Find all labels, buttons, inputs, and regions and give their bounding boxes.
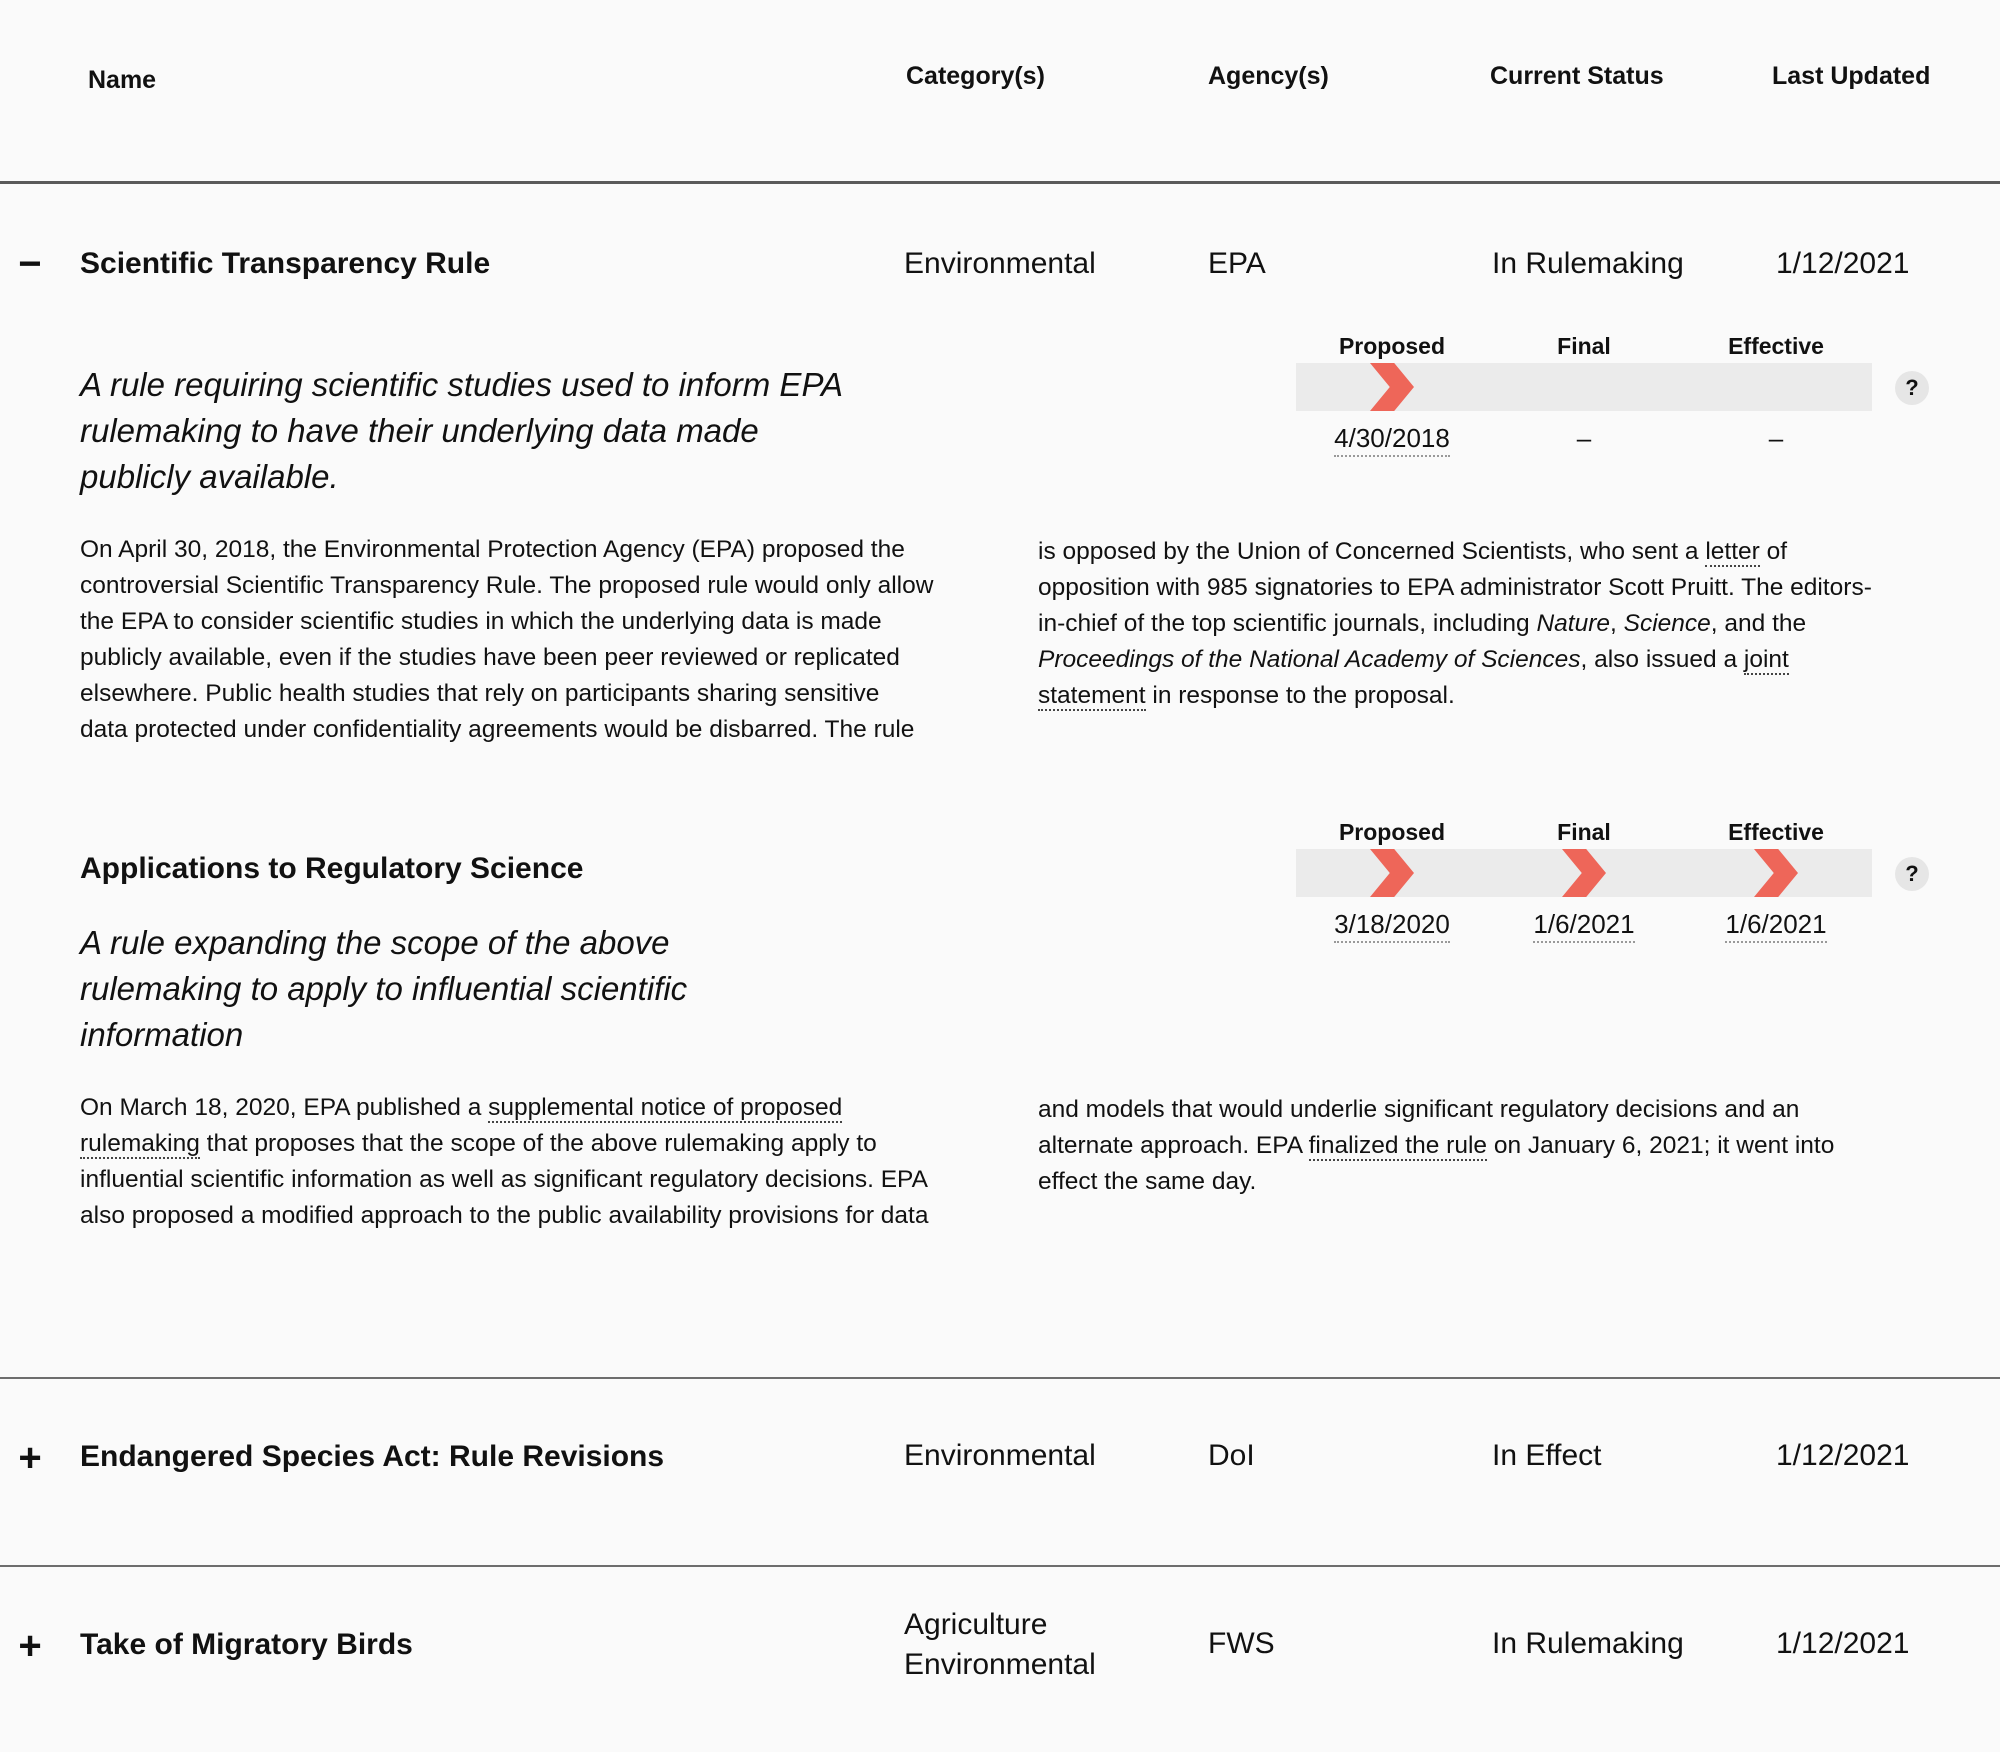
- expand-icon[interactable]: +: [18, 1624, 42, 1668]
- finalized-rule-link[interactable]: finalized the rule: [1308, 1132, 1488, 1159]
- row-status: In Rulemaking: [1492, 1627, 1684, 1660]
- body-line: [1038, 534, 1998, 570]
- chevron-proposed-icon: [1370, 849, 1414, 897]
- supplemental-notice-link[interactable]: supplemental notice of proposed: [488, 1094, 843, 1121]
- row-title[interactable]: Scientific Transparency Rule: [80, 247, 491, 280]
- header-divider: [0, 181, 2000, 184]
- timeline-label-final: Final: [1557, 333, 1611, 359]
- row-updated: 1/12/2021: [1776, 1439, 1910, 1472]
- subrule-title: Applications to Regulatory Science: [80, 852, 584, 885]
- row-status: In Effect: [1492, 1439, 1602, 1472]
- row-category: Environmental: [904, 247, 1096, 280]
- body-text: , also issued a: [1580, 646, 1744, 673]
- chevron-proposed-icon: [1370, 363, 1414, 411]
- row-divider: [0, 1565, 2000, 1567]
- body-line: effect the same day.: [1038, 1168, 1257, 1195]
- row-agency: FWS: [1208, 1627, 1275, 1660]
- joint-statement-link[interactable]: statement: [1038, 682, 1146, 709]
- chevron-final-icon: [1562, 849, 1606, 897]
- body-text: ,: [1609, 610, 1624, 637]
- chevron-effective-icon: [1754, 849, 1798, 897]
- row-category: [904, 1605, 1096, 1685]
- journal-name: Science: [1623, 610, 1711, 637]
- row-updated: 1/12/2021: [1776, 1627, 1910, 1660]
- body-line: opposition with 985 signatories to EPA administrator Scott Pruitt. The editors-: [1038, 574, 1872, 601]
- body-text: is opposed by the Union of Concerned Scientists, who sent a: [1038, 538, 1706, 565]
- category-line: Agriculture: [904, 1608, 1048, 1641]
- body-text: in response to the proposal.: [1145, 682, 1455, 709]
- timeline-bar: [1296, 363, 1872, 411]
- collapse-icon[interactable]: −: [18, 242, 42, 286]
- status-timeline: [1296, 819, 1872, 949]
- rule-description: A rule requiring scientific studies used to inform EPA rulemaking to have their underlying data made publicly available.: [80, 366, 842, 495]
- timeline-label-effective: Effective: [1728, 819, 1824, 845]
- category-line: Environmental: [904, 1648, 1096, 1681]
- rule-description: A rule expanding the scope of the above rulemaking to apply to influential scientific information: [80, 924, 688, 1053]
- timeline-bar: [1296, 849, 1872, 897]
- rule-body-column-1: [80, 532, 1020, 748]
- timeline-date-final: –: [1576, 423, 1592, 453]
- column-header-updated[interactable]: Last Updated: [1772, 62, 1931, 90]
- body-line: [1038, 1128, 1998, 1164]
- expand-icon[interactable]: +: [18, 1436, 42, 1480]
- timeline-label-effective: Effective: [1728, 333, 1824, 359]
- timeline-label-final: Final: [1557, 819, 1611, 845]
- row-agency: EPA: [1208, 247, 1266, 280]
- row-status: In Rulemaking: [1492, 247, 1684, 280]
- joint-statement-link[interactable]: joint: [1743, 646, 1789, 673]
- timeline-date-effective[interactable]: 1/6/2021: [1725, 909, 1826, 943]
- status-timeline: [1296, 333, 1872, 463]
- body-line: [80, 1090, 1020, 1126]
- supplemental-notice-link[interactable]: rulemaking: [80, 1130, 200, 1157]
- timeline-date-proposed[interactable]: 4/30/2018: [1334, 423, 1450, 457]
- body-line: controversial Scientific Transparency Rule. The proposed rule would only allow: [80, 572, 934, 599]
- timeline-date-final[interactable]: 1/6/2021: [1533, 909, 1634, 943]
- journal-name: Proceedings of the National Academy of Sciences: [1038, 646, 1581, 673]
- rule-body-column-2: [1038, 534, 1998, 714]
- body-line: elsewhere. Public health studies that rely on participants sharing sensitive: [80, 680, 880, 707]
- body-text: in-chief of the top scientific journals, including: [1038, 610, 1537, 637]
- body-line: [1038, 678, 1998, 714]
- column-header-category[interactable]: Category(s): [906, 62, 1045, 90]
- body-line: also proposed a modified approach to the public availability provisions for data: [80, 1202, 929, 1229]
- row-divider: [0, 1377, 2000, 1379]
- row-updated: 1/12/2021: [1776, 247, 1910, 280]
- rule-body-column-1: [80, 1090, 1020, 1234]
- body-line: publicly available, even if the studies have been peer reviewed or replicated: [80, 644, 900, 671]
- body-text: of: [1759, 538, 1788, 565]
- body-line: data protected under confidentiality agreements would be disbarred. The rule: [80, 716, 915, 743]
- column-header-name[interactable]: Name: [88, 66, 157, 94]
- timeline-date-effective: –: [1768, 423, 1784, 453]
- help-icon[interactable]: ?: [1895, 857, 1929, 891]
- body-text: on January 6, 2021; it went into: [1487, 1132, 1835, 1159]
- body-line: the EPA to consider scientific studies in which the underlying data is made: [80, 608, 882, 635]
- body-text: alternate approach. EPA: [1038, 1132, 1309, 1159]
- body-line: and models that would underlie significant regulatory decisions and an: [1038, 1096, 1800, 1123]
- help-icon[interactable]: ?: [1895, 371, 1929, 405]
- rule-body-column-2: [1038, 1092, 1998, 1200]
- body-line: [1038, 606, 1998, 642]
- timeline-label-proposed: Proposed: [1338, 333, 1446, 359]
- journal-name: Nature: [1536, 610, 1610, 637]
- body-line: [80, 1126, 1020, 1162]
- timeline-date-proposed[interactable]: 3/18/2020: [1334, 909, 1450, 943]
- body-text: On March 18, 2020, EPA published a: [80, 1094, 489, 1121]
- body-line: influential scientific information as well as significant regulatory decisions. EPA: [80, 1166, 928, 1193]
- body-line: [1038, 642, 1998, 678]
- letter-link[interactable]: letter: [1705, 538, 1760, 565]
- row-agency: DoI: [1208, 1439, 1255, 1472]
- column-header-status[interactable]: Current Status: [1490, 62, 1664, 90]
- body-text: , and the: [1710, 610, 1807, 637]
- column-header-agency[interactable]: Agency(s): [1208, 62, 1329, 90]
- timeline-label-proposed: Proposed: [1338, 819, 1446, 845]
- body-text: that proposes that the scope of the above rulemaking apply to: [199, 1130, 877, 1157]
- row-title[interactable]: Endangered Species Act: Rule Revisions: [80, 1440, 665, 1473]
- body-line: On April 30, 2018, the Environmental Protection Agency (EPA) proposed the: [80, 536, 905, 563]
- row-category: Environmental: [904, 1439, 1096, 1472]
- row-title[interactable]: Take of Migratory Birds: [80, 1628, 413, 1661]
